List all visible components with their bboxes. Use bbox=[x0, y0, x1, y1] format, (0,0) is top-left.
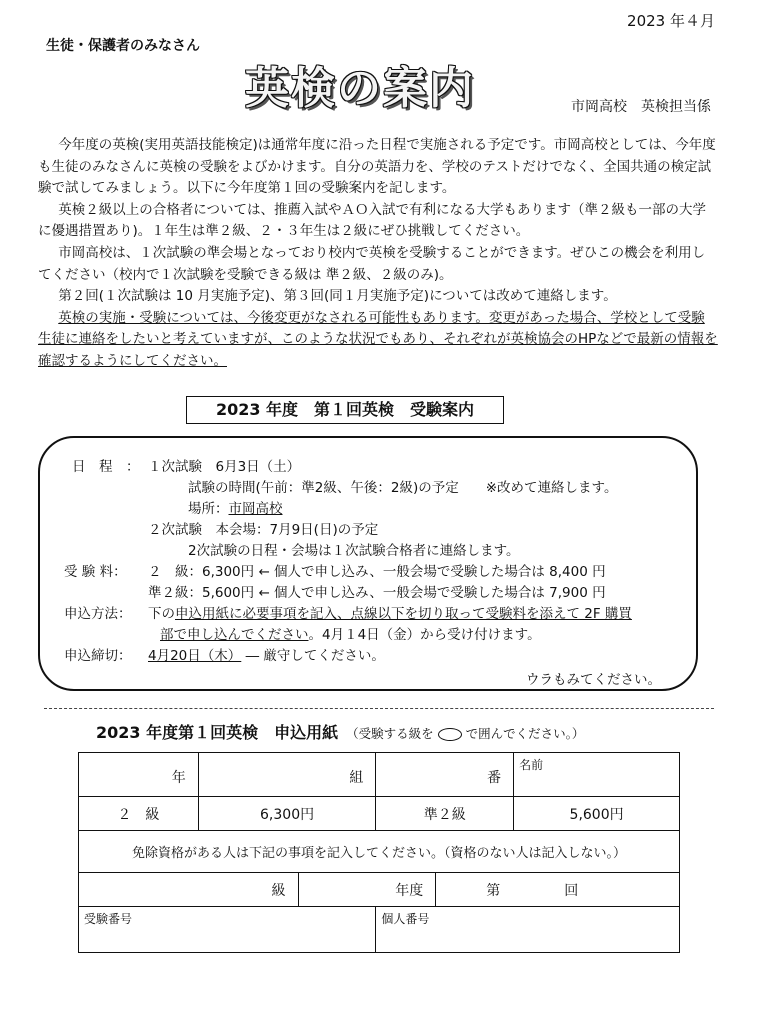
first-exam-date: １次試験 6月3日（土） bbox=[148, 459, 301, 475]
apply-text-underlined: 申込用紙に必要事項を記入、点線以下を切り取って受験料を添えて 2F 購買 bbox=[175, 606, 632, 622]
exemption-note-cell bbox=[79, 831, 680, 873]
apply-label: 申込方法： bbox=[64, 606, 132, 622]
personal-number-label: 個人番号 bbox=[381, 912, 430, 926]
fiscal-year-label: 年度 bbox=[395, 882, 424, 899]
form-note-pre: （受験する級を bbox=[346, 726, 434, 741]
grade2-fee-cell bbox=[198, 797, 376, 831]
application-form bbox=[78, 752, 680, 953]
pre2-fee: 5,600円 bbox=[569, 806, 624, 823]
see-back-note: ウラもみてください。 bbox=[526, 672, 661, 688]
fee-pre2: 準２級：5,600円 ← 個人で申し込み、一般会場で受験した場合は 7,900 円 bbox=[148, 585, 606, 601]
greeting: 生徒・保護者のみなさん bbox=[46, 38, 200, 54]
personal-number-cell[interactable] bbox=[376, 907, 680, 953]
circle-icon bbox=[438, 728, 462, 741]
pre2-label: 準２級 bbox=[423, 806, 466, 823]
fee-grade2: ２ 級：6,300円 ← 個人で申し込み、一般会場で受験した場合は 8,400 円 bbox=[148, 564, 606, 580]
deadline-note: ― 厳守してください。 bbox=[241, 648, 385, 664]
apply-text: 。4月１4日（金）から受け付けます。 bbox=[308, 627, 541, 643]
name-cell[interactable] bbox=[514, 753, 680, 797]
class-year-cell[interactable] bbox=[79, 753, 199, 797]
form-note bbox=[346, 726, 584, 741]
schedule-label: 日 程 ： bbox=[72, 459, 140, 475]
school-name: 市岡高校 英検担当係 bbox=[571, 99, 711, 115]
exam-number-label: 受験番号 bbox=[84, 912, 133, 926]
intro-paragraph: 英検２級以上の合格者については、推薦入試やＡＯ入試で有利になる大学もあります（準２級も一部の大学に優遇措置あり)。１年生は準２級、２・３年生は２級にぜひ挑戦してください。 bbox=[38, 201, 706, 240]
grade2-label: ２ 級 bbox=[117, 806, 160, 823]
deadline-label: 申込締切： bbox=[64, 648, 132, 664]
second-exam-note: 2次試験の日程・会場は１次試験合格者に連絡します。 bbox=[188, 543, 520, 559]
pre2-option[interactable] bbox=[376, 797, 514, 831]
exempt-session-cell[interactable] bbox=[436, 873, 680, 907]
apply-method-cont bbox=[160, 623, 541, 643]
year-label: 年 bbox=[171, 770, 186, 786]
class-group-cell[interactable] bbox=[198, 753, 376, 797]
apply-method bbox=[148, 602, 632, 622]
second-exam-date: ２次試験 本会場：7月9日(日)の予定 bbox=[148, 522, 379, 538]
grade2-option[interactable] bbox=[79, 797, 199, 831]
fee-label: 受 験 料： bbox=[64, 564, 127, 580]
exam-guide-title: 2023 年度 第１回英検 受験案内 bbox=[186, 396, 504, 424]
exempt-year-cell[interactable] bbox=[298, 873, 436, 907]
exempt-grade-cell[interactable] bbox=[79, 873, 299, 907]
cut-line bbox=[44, 708, 714, 709]
number-label: 番 bbox=[487, 770, 502, 786]
apply-text: 下の bbox=[148, 606, 175, 622]
place-value: 市岡高校 bbox=[228, 501, 283, 517]
intro-notice: 英検の実施・受験については、今後変更がなされる可能性もあります。変更があった場合、学校として受験生徒に連絡をしたいと考えていますが、このような状況でもあり、それぞれが英検協会のHPなどで最新の情報を確認するようにしてください。 bbox=[38, 309, 718, 369]
deadline-date: 4月20日（木） bbox=[148, 648, 242, 664]
intro-paragraph: 市岡高校は、１次試験の準会場となっており校内で英検を受験することができます。ぜひこの機会を利用してください（校内で１次試験を受験できる級は 準２級、２級のみ)。 bbox=[38, 244, 706, 283]
deadline bbox=[148, 644, 385, 664]
document-date: 2023 年４月 bbox=[627, 12, 715, 30]
place-label: 場所： bbox=[188, 501, 229, 517]
group-label: 組 bbox=[349, 770, 364, 786]
page-title: 英検の案内 bbox=[245, 63, 475, 114]
intro-text bbox=[38, 135, 718, 373]
grade2-fee: 6,300円 bbox=[260, 806, 315, 823]
apply-text-underlined: 部で申し込んでください bbox=[160, 627, 309, 643]
exemption-note: 免除資格がある人は下記の事項を記入してください。（資格のない人は記入しない。） bbox=[131, 846, 626, 861]
form-title-text: 2023 年度第１回英検 申込用紙 bbox=[96, 723, 339, 742]
student-number-cell[interactable] bbox=[376, 753, 514, 797]
intro-paragraph: 今年度の英検(実用英語技能検定)は通常年度に沿った日程で実施される予定です。市岡高校としては、今年度も生徒のみなさんに英検の受験をよびかけます。自分の英語力を、学校のテストだけでなく、全国共通の検定試験で試してみましょう。以下に今年度第１回の受験案内を記します。 bbox=[38, 137, 716, 197]
intro-paragraph: 第２回(１次試験は 10 月実施予定)、第３回(同１月実施予定)については改めて連絡します。 bbox=[58, 288, 617, 305]
form-note-post: で囲んでください。） bbox=[465, 726, 585, 741]
session-prefix: 第 bbox=[486, 882, 501, 899]
first-exam-time: 試験の時間(午前：準2級、午後：2級)の予定 ※改めて連絡します。 bbox=[188, 480, 618, 496]
grade-label: 級 bbox=[271, 882, 286, 899]
pre2-fee-cell bbox=[514, 797, 680, 831]
exam-number-cell[interactable] bbox=[79, 907, 376, 953]
exam-place bbox=[188, 497, 283, 517]
session-suffix: 回 bbox=[564, 882, 579, 899]
name-label: 名前 bbox=[519, 758, 544, 772]
form-title bbox=[96, 720, 584, 743]
